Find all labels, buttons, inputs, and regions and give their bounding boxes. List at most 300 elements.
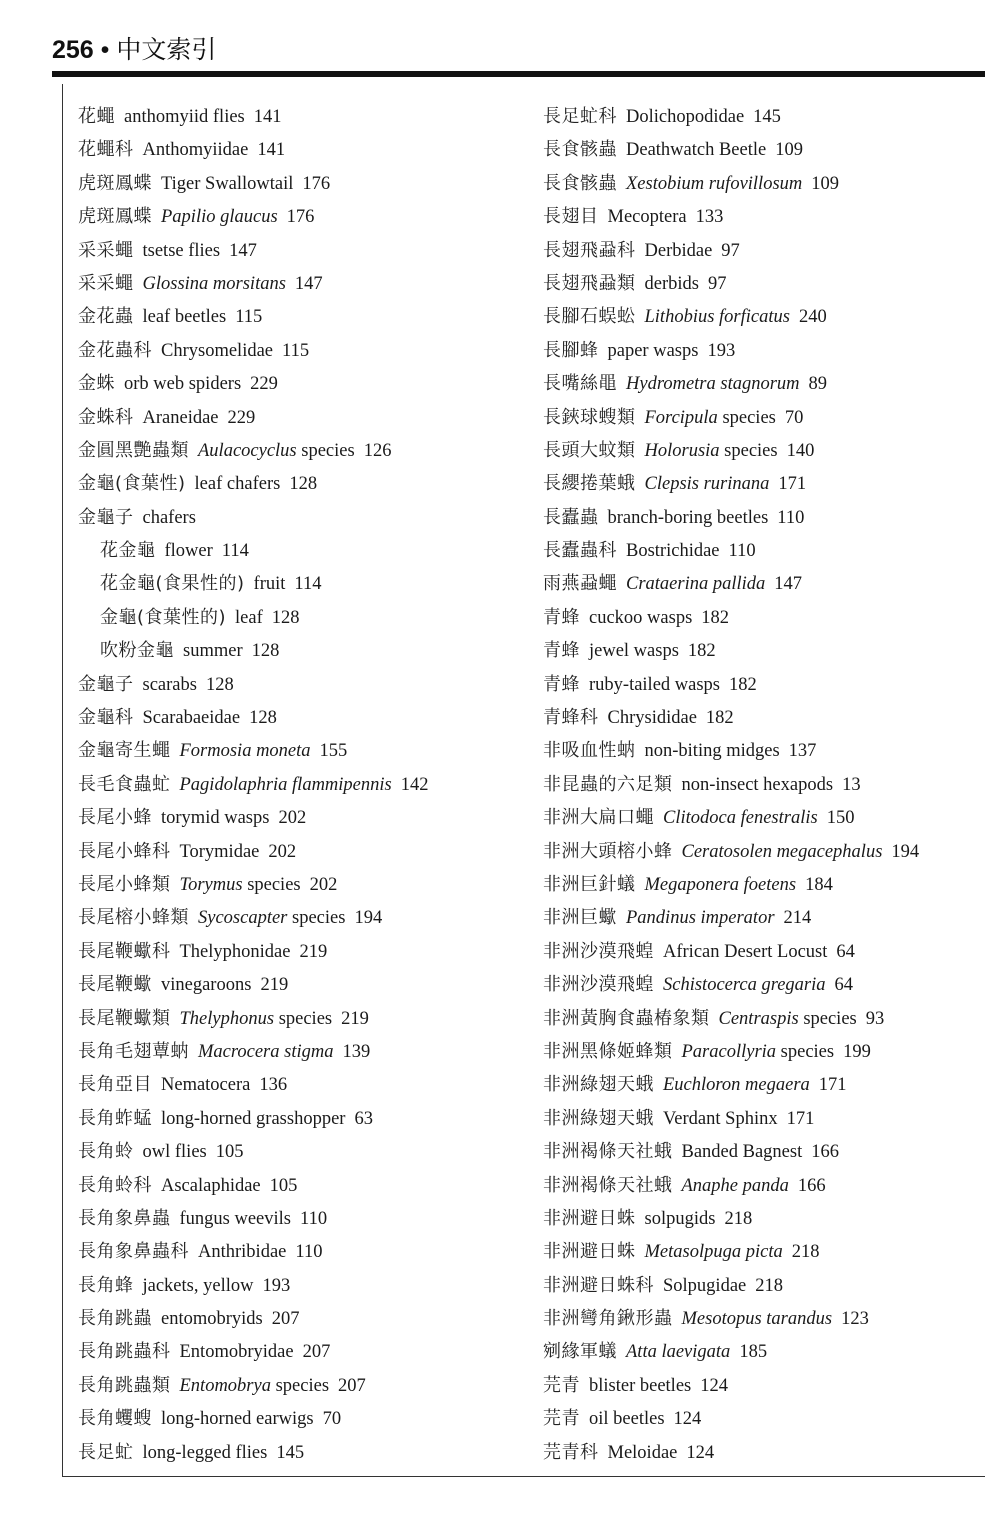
entry-chinese-term: 長尾小蜂科 <box>78 840 171 862</box>
entry-page-number: 97 <box>707 273 727 294</box>
page-number: 256 <box>52 36 94 64</box>
entry-chinese-term: 長尾小蜂類 <box>78 873 171 895</box>
entry-chinese-term: 長嘴絲黽 <box>543 373 617 395</box>
index-entry <box>543 200 983 233</box>
index-entry <box>78 100 528 133</box>
entry-chinese-term: 長角蚱蜢 <box>78 1107 152 1129</box>
entry-page-number: 184 <box>805 874 833 895</box>
entry-page-number: 137 <box>788 741 817 762</box>
entry-chinese-term: 長角跳蟲科 <box>78 1341 171 1363</box>
entry-page-number: 166 <box>811 1142 839 1163</box>
index-entry <box>78 968 528 1001</box>
entry-english-term: orb web spiders <box>124 374 242 395</box>
entry-page-number: 229 <box>227 407 256 428</box>
entry-english-term: Entomobrya species <box>179 1375 330 1396</box>
entry-page-number: 194 <box>891 841 920 862</box>
index-entry <box>78 1035 528 1068</box>
entry-english-term: cuckoo wasps <box>589 607 693 628</box>
index-entry <box>543 1002 983 1035</box>
entry-english-term: Hydrometra stagnorum <box>626 374 800 395</box>
entry-english-term: derbids <box>644 273 699 294</box>
entry-page-number: 182 <box>705 708 734 729</box>
entry-english-term: entomobryids <box>161 1309 263 1330</box>
entry-chinese-term: 長頭大蚊類 <box>543 439 636 461</box>
entry-chinese-term: 采采蠅 <box>78 239 134 261</box>
entry-page-number: 155 <box>319 741 348 762</box>
entry-english-term: Ascalaphidae <box>161 1175 261 1196</box>
entry-page-number: 110 <box>777 507 805 528</box>
index-entry <box>78 1335 528 1368</box>
entry-page-number: 207 <box>271 1309 300 1330</box>
entry-chinese-term: 金龜科 <box>78 707 134 729</box>
index-entry <box>543 601 983 634</box>
entry-chinese-term: 長角毛翅蕈蚋 <box>78 1040 189 1062</box>
entry-page-number: 110 <box>295 1242 323 1263</box>
index-entry <box>78 634 528 667</box>
entry-chinese-term: 非洲避日蛛 <box>543 1207 636 1229</box>
index-entry <box>543 1135 983 1168</box>
entry-english-term: Xestobium rufovillosum <box>626 173 803 194</box>
entry-english-term: Entomobryidae <box>179 1342 294 1363</box>
index-entry <box>78 868 528 901</box>
entry-english-term: Banded Bagnest <box>681 1142 803 1163</box>
entry-page-number: 128 <box>205 674 234 695</box>
entry-chinese-term: 金龜(食葉性) <box>78 473 186 495</box>
entry-chinese-term: 金龜子 <box>78 673 134 695</box>
entry-english-term: Holorusia species <box>644 440 778 461</box>
entry-chinese-term: 花金龜(食果性的) <box>100 573 245 595</box>
index-entry <box>543 534 983 567</box>
entry-english-term: ruby-tailed wasps <box>589 674 721 695</box>
entry-page-number: 141 <box>257 140 286 161</box>
index-entry <box>78 300 528 333</box>
entry-chinese-term: 長角蠼螋 <box>78 1408 152 1430</box>
entry-page-number: 171 <box>818 1075 847 1096</box>
entry-page-number: 89 <box>808 374 828 395</box>
entry-chinese-term: 芫青 <box>543 1374 580 1396</box>
entry-chinese-term: 長食骸蟲 <box>543 139 617 161</box>
entry-page-number: 64 <box>836 941 855 962</box>
entry-chinese-term: 金花蟲科 <box>78 339 152 361</box>
entry-page-number: 124 <box>673 1409 702 1430</box>
entry-page-number: 147 <box>294 273 323 294</box>
entry-chinese-term: 長足虻科 <box>543 106 617 127</box>
entry-chinese-term: 非洲褐條天社蛾 <box>543 1174 673 1196</box>
entry-page-number: 171 <box>778 474 807 495</box>
entry-english-term: Araneidae <box>142 407 219 428</box>
entry-english-term: Clitodoca fenestralis <box>663 808 818 829</box>
entry-page-number: 110 <box>300 1208 328 1229</box>
entry-page-number: 115 <box>235 307 263 328</box>
entry-english-term: Forcipula species <box>644 407 776 428</box>
entry-english-term: paper wasps <box>607 340 699 361</box>
entry-english-term: Nematocera <box>161 1075 251 1096</box>
entry-chinese-term: 長角亞目 <box>78 1074 152 1096</box>
entry-page-number: 128 <box>251 641 280 662</box>
index-entry <box>78 1402 528 1435</box>
entry-chinese-term: 非洲彎角鍬形蟲 <box>543 1308 673 1330</box>
entry-chinese-term: 長角蜂 <box>78 1274 134 1296</box>
index-entry <box>543 1302 983 1335</box>
entry-english-term: owl flies <box>142 1142 207 1163</box>
index-entry <box>543 1235 983 1268</box>
entry-page-number: 199 <box>843 1041 871 1062</box>
entry-page-number: 128 <box>249 708 277 729</box>
entry-english-term: Pagidolaphria flammipennis <box>179 774 392 795</box>
entry-chinese-term: 剜緣軍蟻 <box>543 1341 617 1363</box>
entry-english-term: fungus weevils <box>179 1208 291 1229</box>
entry-page-number: 194 <box>354 908 383 929</box>
entry-chinese-term: 非洲巨蠍 <box>543 907 617 929</box>
entry-english-term: leaf beetles <box>142 307 227 328</box>
entry-english-term: Torymus species <box>179 874 301 895</box>
page-header <box>52 28 216 72</box>
entry-chinese-term: 長足虻 <box>78 1441 134 1463</box>
index-entry <box>78 534 528 567</box>
index-entry <box>543 901 983 934</box>
entry-page-number: 124 <box>700 1375 728 1396</box>
entry-english-term: long-horned earwigs <box>161 1409 314 1430</box>
index-entry <box>78 768 528 801</box>
entry-english-term: Bostrichidae <box>626 541 720 562</box>
entry-english-term: Torymidae <box>179 841 260 862</box>
entry-english-term: torymid wasps <box>161 808 270 829</box>
entry-chinese-term: 長蠹蟲科 <box>543 540 617 562</box>
index-entry <box>543 567 983 600</box>
entry-chinese-term: 長蠹蟲 <box>543 506 599 528</box>
entry-page-number: 202 <box>268 841 297 862</box>
entry-chinese-term: 長尾鞭蠍類 <box>78 1007 171 1029</box>
index-column-left <box>78 100 528 1469</box>
entry-page-number: 141 <box>253 107 282 127</box>
entry-chinese-term: 長毛食蟲虻 <box>78 773 171 795</box>
index-entry <box>78 601 528 634</box>
index-entry <box>78 1302 528 1335</box>
entry-english-term: Solpugidae <box>663 1275 747 1296</box>
entry-page-number: 109 <box>775 140 803 161</box>
index-entry <box>543 401 983 434</box>
index-entry <box>543 835 983 868</box>
entry-page-number: 105 <box>269 1175 298 1196</box>
entry-chinese-term: 長翅目 <box>543 206 599 228</box>
entry-english-term: Verdant Sphinx <box>663 1108 778 1129</box>
entry-chinese-term: 虎斑鳳蝶 <box>78 206 152 228</box>
entry-page-number: 115 <box>282 340 310 361</box>
entry-english-term: Megaponera foetens <box>644 874 797 895</box>
entry-page-number: 136 <box>259 1075 288 1096</box>
entry-chinese-term: 芫青 <box>543 1408 580 1430</box>
index-entry <box>78 501 528 534</box>
entry-chinese-term: 非洲大頭榕小蜂 <box>543 840 673 862</box>
entry-page-number: 218 <box>724 1208 753 1229</box>
entry-page-number: 147 <box>774 574 803 595</box>
index-entry <box>78 434 528 467</box>
entry-english-term: Macrocera stigma <box>198 1041 334 1062</box>
entry-english-term: vinegaroons <box>161 975 252 996</box>
entry-english-term: tsetse flies <box>142 240 221 261</box>
entry-english-term: Anthribidae <box>198 1242 287 1263</box>
entry-english-term: anthomyiid flies <box>124 107 245 127</box>
entry-page-number: 214 <box>783 908 812 929</box>
index-entry <box>543 734 983 767</box>
entry-page-number: 219 <box>260 975 289 996</box>
entry-page-number: 93 <box>865 1008 885 1029</box>
entry-page-number: 150 <box>826 808 855 829</box>
index-entry <box>78 1369 528 1402</box>
entry-english-term: Thelyphonidae <box>179 941 291 962</box>
index-entry <box>543 1202 983 1235</box>
entry-english-term: Euchloron megaera <box>663 1075 810 1096</box>
entry-chinese-term: 長角象鼻蟲科 <box>78 1241 189 1263</box>
index-entry <box>78 1235 528 1268</box>
entry-chinese-term: 非洲褐條天社蛾 <box>543 1141 673 1163</box>
entry-english-term: branch-boring beetles <box>607 507 769 528</box>
index-entry <box>543 768 983 801</box>
entry-page-number: 207 <box>302 1342 331 1363</box>
entry-chinese-term: 長翅飛蝨類 <box>543 272 636 294</box>
entry-page-number: 219 <box>341 1008 369 1029</box>
index-entry <box>543 167 983 200</box>
index-entry <box>78 801 528 834</box>
index-entry <box>543 267 983 300</box>
entry-page-number: 193 <box>707 340 736 361</box>
entry-page-number: 70 <box>784 407 804 428</box>
entry-english-term: Derbidae <box>644 240 713 261</box>
entry-chinese-term: 雨燕蝨蠅 <box>543 573 617 595</box>
entry-page-number: 133 <box>695 207 724 228</box>
index-entry <box>78 935 528 968</box>
entry-chinese-term: 長角象鼻蟲 <box>78 1207 171 1229</box>
index-entry <box>543 334 983 367</box>
entry-english-term: Chrysomelidae <box>161 340 274 361</box>
entry-english-term: Lithobius forficatus <box>644 307 790 328</box>
index-entry <box>543 1169 983 1202</box>
entry-english-term: Anthomyiidae <box>142 140 249 161</box>
entry-chinese-term: 青蜂 <box>543 640 580 662</box>
entry-page-number: 63 <box>354 1108 373 1129</box>
entry-chinese-term: 金龜(食葉性的) <box>100 606 227 628</box>
entry-page-number: 185 <box>739 1342 768 1363</box>
entry-page-number: 128 <box>289 474 318 495</box>
index-entry <box>78 1169 528 1202</box>
entry-chinese-term: 長角蛉 <box>78 1141 134 1163</box>
entry-english-term: Chrysididae <box>607 708 697 729</box>
entry-page-number: 182 <box>701 607 730 628</box>
entry-chinese-term: 金龜子 <box>78 506 134 528</box>
entry-page-number: 166 <box>797 1175 826 1196</box>
entry-english-term: Thelyphonus species <box>179 1008 333 1029</box>
entry-english-term: Sycoscapter species <box>198 908 346 929</box>
entry-chinese-term: 非洲避日蛛 <box>543 1241 636 1263</box>
index-entry <box>543 367 983 400</box>
entry-english-term: fruit <box>253 574 286 595</box>
index-entry <box>78 1135 528 1168</box>
entry-english-term: long-horned grasshopper <box>161 1108 346 1129</box>
entry-page-number: 123 <box>841 1309 869 1330</box>
entry-chinese-term: 長腳蜂 <box>543 339 599 361</box>
entry-chinese-term: 花金龜 <box>100 540 156 562</box>
entry-page-number: 13 <box>842 774 861 795</box>
index-entry <box>78 267 528 300</box>
entry-page-number: 240 <box>798 307 827 328</box>
index-entry <box>543 868 983 901</box>
entry-page-number: 202 <box>278 808 307 829</box>
header-bullet: • <box>100 36 110 64</box>
entry-chinese-term: 青蜂 <box>543 673 580 695</box>
entry-chinese-term: 金蛛科 <box>78 406 134 428</box>
index-entry <box>78 1002 528 1035</box>
index-entry <box>78 1269 528 1302</box>
entry-english-term: leaf chafers <box>194 474 281 495</box>
index-entry <box>78 1436 528 1469</box>
entry-chinese-term: 金龜寄生蠅 <box>78 740 171 762</box>
entry-page-number: 176 <box>302 173 331 194</box>
entry-chinese-term: 非洲巨針蟻 <box>543 873 636 895</box>
index-entry <box>543 501 983 534</box>
entry-page-number: 182 <box>729 674 757 695</box>
entry-chinese-term: 長角跳蟲類 <box>78 1374 171 1396</box>
entry-english-term: African Desert Locust <box>663 941 828 962</box>
index-entry <box>78 200 528 233</box>
index-entry <box>543 1102 983 1135</box>
index-entry <box>543 968 983 1001</box>
entry-english-term: Dolichopodidae <box>626 107 745 127</box>
entry-english-term: solpugids <box>644 1208 716 1229</box>
entry-english-term: Crataerina pallida <box>626 574 766 595</box>
index-entry <box>543 1269 983 1302</box>
entry-english-term: scarabs <box>142 674 197 695</box>
entry-page-number: 182 <box>687 641 716 662</box>
entry-english-term: oil beetles <box>589 1409 665 1430</box>
entry-page-number: 140 <box>786 440 815 461</box>
entry-chinese-term: 長角蛉科 <box>78 1174 152 1196</box>
entry-english-term: blister beetles <box>589 1375 692 1396</box>
entry-english-term: flower <box>164 541 213 562</box>
entry-chinese-term: 長食骸蟲 <box>543 172 617 194</box>
index-entry <box>543 1369 983 1402</box>
entry-page-number: 147 <box>229 240 257 261</box>
entry-page-number: 176 <box>286 207 315 228</box>
entry-chinese-term: 青蜂 <box>543 606 580 628</box>
entry-chinese-term: 非洲黑條姬蜂類 <box>543 1040 673 1062</box>
entry-chinese-term: 金圓黑艷蟲類 <box>78 439 189 461</box>
entry-english-term: Scarabaeidae <box>142 708 241 729</box>
index-entry <box>78 401 528 434</box>
entry-chinese-term: 花蠅科 <box>78 139 134 161</box>
entry-chinese-term: 非洲大扁口蠅 <box>543 807 654 829</box>
entry-page-number: 145 <box>753 107 781 127</box>
index-entry <box>543 935 983 968</box>
index-entry <box>543 1335 983 1368</box>
index-entry <box>78 734 528 767</box>
index-entry <box>78 901 528 934</box>
entry-english-term: Papilio glaucus <box>161 207 278 228</box>
entry-chinese-term: 非洲綠翅天蛾 <box>543 1074 654 1096</box>
entry-chinese-term: 非洲黃胸食蟲椿象類 <box>543 1007 710 1029</box>
entry-chinese-term: 長腳石蜈蚣 <box>543 306 636 328</box>
index-entry <box>78 1202 528 1235</box>
entry-english-term: Glossina morsitans <box>142 273 286 294</box>
entry-english-term: non-biting midges <box>644 741 780 762</box>
entry-chinese-term: 青蜂科 <box>543 707 599 729</box>
entry-english-term: Tiger Swallowtail <box>161 173 294 194</box>
entry-page-number: 105 <box>215 1142 244 1163</box>
index-entry <box>78 835 528 868</box>
entry-english-term: Schistocerca gregaria <box>663 975 826 996</box>
entry-english-term: Formosia moneta <box>179 741 311 762</box>
entry-page-number: 202 <box>309 874 338 895</box>
index-entry <box>543 434 983 467</box>
entry-english-term: Deathwatch Beetle <box>626 140 767 161</box>
entry-chinese-term: 非洲避日蛛科 <box>543 1274 654 1296</box>
entry-page-number: 229 <box>250 374 278 395</box>
entry-english-term: jewel wasps <box>589 641 679 662</box>
entry-page-number: 64 <box>834 975 854 996</box>
index-entry <box>543 100 983 133</box>
entry-chinese-term: 長尾小蜂 <box>78 807 152 829</box>
index-column-right <box>543 100 983 1469</box>
entry-english-term: Centraspis species <box>718 1008 857 1029</box>
entry-page-number: 218 <box>755 1275 783 1296</box>
entry-chinese-term: 吹粉金龜 <box>100 640 174 662</box>
entry-english-term: summer <box>183 641 243 662</box>
index-entry <box>78 167 528 200</box>
entry-page-number: 70 <box>322 1409 342 1430</box>
page-title: 中文索引 <box>116 36 217 64</box>
entry-chinese-term: 長纓捲葉蛾 <box>543 473 636 495</box>
index-entry <box>78 1068 528 1101</box>
header-rule <box>52 71 985 77</box>
entry-page-number: 126 <box>363 440 392 461</box>
index-entry <box>78 367 528 400</box>
entry-page-number: 114 <box>221 541 249 562</box>
index-entry <box>543 234 983 267</box>
index-entry <box>543 300 983 333</box>
entry-chinese-term: 金蛛 <box>78 373 115 395</box>
entry-page-number: 142 <box>400 774 429 795</box>
index-entry <box>78 567 528 600</box>
index-entry <box>543 133 983 166</box>
entry-chinese-term: 采采蠅 <box>78 272 134 294</box>
entry-chinese-term: 長尾鞭蠍 <box>78 974 152 996</box>
entry-chinese-term: 長尾榕小蜂類 <box>78 907 189 929</box>
entry-chinese-term: 長角跳蟲 <box>78 1308 152 1330</box>
entry-english-term: Ceratosolen megacephalus <box>681 841 883 862</box>
index-entry <box>78 467 528 500</box>
entry-chinese-term: 長尾鞭蠍科 <box>78 940 171 962</box>
index-entry <box>543 1436 983 1469</box>
entry-page-number: 207 <box>338 1375 366 1396</box>
entry-english-term: chafers <box>142 507 196 528</box>
entry-english-term: Clepsis rurinana <box>644 474 770 495</box>
entry-chinese-term: 非吸血性蚋 <box>543 740 636 762</box>
entry-chinese-term: 非洲沙漠飛蝗 <box>543 974 654 996</box>
index-entry <box>78 668 528 701</box>
entry-page-number: 218 <box>791 1242 820 1263</box>
entry-english-term: Meloidae <box>607 1442 678 1463</box>
entry-page-number: 114 <box>294 574 322 595</box>
index-entry <box>78 1102 528 1135</box>
entry-chinese-term: 長鋏球螋類 <box>543 406 636 428</box>
entry-chinese-term: 非昆蟲的六足類 <box>543 773 673 795</box>
entry-english-term: Atta laevigata <box>626 1342 731 1363</box>
index-entry <box>543 701 983 734</box>
entry-page-number: 124 <box>686 1442 715 1463</box>
entry-chinese-term: 虎斑鳳蝶 <box>78 172 152 194</box>
entry-chinese-term: 非洲沙漠飛蝗 <box>543 940 654 962</box>
entry-english-term: Mesotopus tarandus <box>681 1309 833 1330</box>
entry-page-number: 109 <box>811 173 840 194</box>
